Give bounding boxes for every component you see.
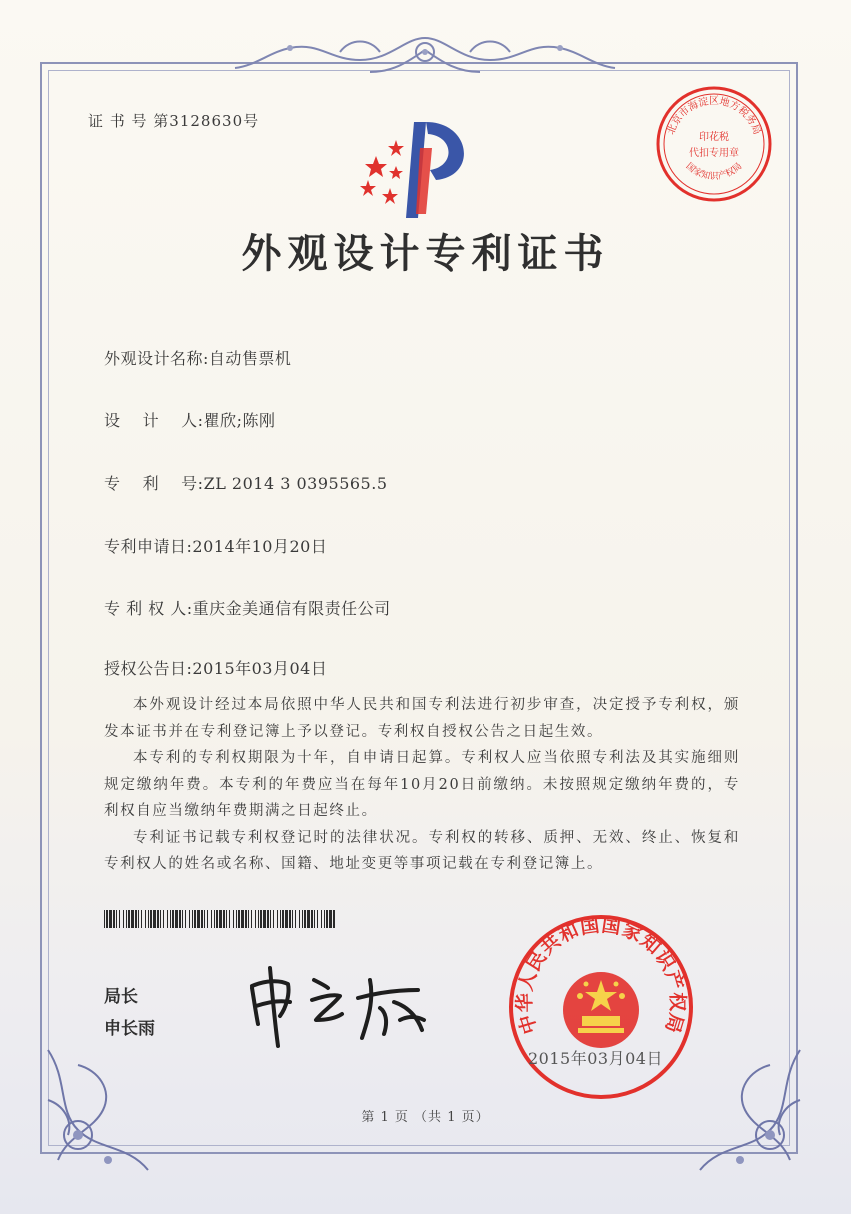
barcode-bar bbox=[145, 910, 146, 928]
barcode-bar bbox=[119, 910, 120, 928]
barcode-bar bbox=[282, 910, 284, 928]
barcode-bar bbox=[116, 910, 117, 928]
barcode-bar bbox=[141, 910, 142, 928]
barcode-bar bbox=[189, 910, 190, 928]
barcode-bar bbox=[326, 910, 328, 928]
barcode-bar bbox=[289, 910, 291, 928]
barcode-bar bbox=[214, 910, 215, 928]
barcode-bar bbox=[299, 910, 300, 928]
barcode-bar bbox=[277, 910, 278, 928]
tax-seal-center-line2: 代扣专用章 bbox=[689, 148, 739, 159]
barcode-bar bbox=[273, 910, 274, 928]
barcode-bar bbox=[128, 910, 130, 928]
patent-office-emblem-icon bbox=[356, 118, 486, 222]
barcode-bar bbox=[248, 910, 249, 928]
barcode-bar bbox=[223, 910, 225, 928]
barcode-bar bbox=[179, 910, 181, 928]
certificate-body bbox=[104, 692, 740, 878]
barcode-bar bbox=[113, 910, 115, 928]
barcode-bar bbox=[138, 910, 139, 928]
barcode-bar bbox=[292, 910, 293, 928]
barcode-bar bbox=[197, 910, 200, 928]
handwritten-signature-icon bbox=[240, 950, 440, 1050]
tax-seal-bottom-text: 国家知识产权局 bbox=[683, 161, 745, 183]
barcode-bar bbox=[241, 910, 244, 928]
barcode-bar bbox=[167, 910, 168, 928]
barcode-bar bbox=[263, 910, 266, 928]
director-name: 申长雨 bbox=[104, 1019, 155, 1039]
field-label: 专 利 号: bbox=[104, 474, 204, 493]
tax-seal-center-line1: 印花税 bbox=[699, 132, 729, 143]
certificate-title: 外观设计专利证书 bbox=[241, 231, 610, 277]
barcode-bar bbox=[170, 910, 171, 928]
barcode-bar bbox=[172, 910, 174, 928]
barcode-bar bbox=[182, 910, 183, 928]
barcode-bar bbox=[229, 910, 230, 928]
page-footer: 第 1 页 （共 1 页） bbox=[361, 1110, 490, 1125]
barcode-bar bbox=[260, 910, 262, 928]
field-application-date bbox=[104, 534, 327, 557]
barcode-bar bbox=[317, 910, 318, 928]
top-ornament-icon bbox=[230, 30, 620, 80]
barcode-bar bbox=[153, 910, 156, 928]
barcode-bar bbox=[204, 910, 205, 928]
barcode-bar bbox=[245, 910, 247, 928]
barcode-bar bbox=[295, 910, 296, 928]
barcode-bar bbox=[270, 910, 271, 928]
director-title: 局长 bbox=[104, 987, 138, 1007]
barcode-bar bbox=[321, 910, 322, 928]
barcode-bar bbox=[148, 910, 149, 928]
barcode-bar bbox=[233, 910, 234, 928]
field-value: 瞿欣;陈刚 bbox=[203, 411, 276, 430]
barcode-bar bbox=[194, 910, 196, 928]
barcode-bar bbox=[131, 910, 134, 928]
barcode-bar bbox=[311, 910, 313, 928]
certificate-number: 证 书 号 第3128630号 bbox=[88, 112, 260, 130]
barcode-bar bbox=[251, 910, 252, 928]
barcode-bar bbox=[150, 910, 152, 928]
barcode-bar bbox=[123, 910, 124, 928]
field-value: ZL 2014 3 0395565.5 bbox=[203, 474, 388, 493]
office-seal-ring-text: 中华人民共和国国家知识产权局 bbox=[513, 914, 689, 1037]
field-design-name bbox=[104, 346, 291, 369]
barcode-bar bbox=[160, 910, 161, 928]
barcode-bar bbox=[126, 910, 127, 928]
body-paragraph: 本专利的专利权期限为十年，自申请日起算。专利权人应当依照专利法及其实施细则规定缴纳年费。本专利的年费应当在每年10月20日前缴纳。未按照规定缴纳年费的，专利权自应当缴纳年费期满之日起终止。 bbox=[104, 750, 740, 819]
field-designer bbox=[104, 408, 275, 431]
barcode-bar bbox=[333, 910, 335, 928]
body-paragraph: 专利证书记载专利权登记时的法律状况。专利权的转移、质押、无效、终止、恢复和专利权人的姓名或名称、国籍、地址变更等事项记载在专利登记簿上。 bbox=[104, 829, 740, 872]
barcode-bar bbox=[106, 910, 108, 928]
field-value: 重庆金美通信有限责任公司 bbox=[192, 599, 391, 618]
field-value: 自动售票机 bbox=[208, 349, 292, 368]
field-label: 专利申请日: bbox=[104, 537, 193, 556]
barcode-bar bbox=[192, 910, 193, 928]
barcode-bar bbox=[285, 910, 288, 928]
field-value: 2014年10月20日 bbox=[192, 537, 328, 556]
field-label: 设 计 人: bbox=[104, 411, 204, 430]
barcode-bar bbox=[226, 910, 227, 928]
office-seal-icon bbox=[506, 912, 696, 1102]
barcode-bar bbox=[163, 910, 164, 928]
barcode-bar bbox=[109, 910, 112, 928]
barcode-bar bbox=[307, 910, 310, 928]
seal-date: 2015年03月04日 bbox=[528, 1049, 663, 1068]
barcode-bar bbox=[267, 910, 269, 928]
field-label: 专 利 权 人: bbox=[104, 599, 193, 618]
field-patentee bbox=[104, 596, 391, 619]
field-grant-date bbox=[104, 656, 327, 679]
barcode-bar bbox=[104, 910, 105, 928]
barcode-bar bbox=[157, 910, 159, 928]
barcode-bar bbox=[238, 910, 240, 928]
field-value: 2015年03月04日 bbox=[192, 659, 328, 678]
barcode-bar bbox=[211, 910, 212, 928]
barcode-bar bbox=[175, 910, 178, 928]
barcode-bar bbox=[185, 910, 186, 928]
barcode-bar bbox=[207, 910, 208, 928]
barcode-bar bbox=[236, 910, 237, 928]
barcode-icon bbox=[104, 910, 336, 928]
barcode-bar bbox=[302, 910, 303, 928]
barcode-bar bbox=[219, 910, 222, 928]
barcode-bar bbox=[201, 910, 203, 928]
barcode-bar bbox=[135, 910, 137, 928]
barcode-bar bbox=[255, 910, 256, 928]
field-label: 外观设计名称: bbox=[104, 349, 209, 368]
barcode-bar bbox=[304, 910, 306, 928]
field-label: 授权公告日: bbox=[104, 659, 193, 678]
field-patent-number bbox=[104, 471, 388, 494]
svg-text:国家知识产权局 bbox=[684, 161, 745, 182]
barcode-bar bbox=[258, 910, 259, 928]
barcode-bar bbox=[216, 910, 218, 928]
barcode-bar bbox=[329, 910, 332, 928]
body-paragraph: 本外观设计经过本局依照中华人民共和国专利法进行初步审查，决定授予专利权，颁发本证书并在专利登记簿上予以登记。专利权自授权公告之日起生效。 bbox=[104, 697, 740, 740]
barcode-bar bbox=[324, 910, 325, 928]
barcode-bar bbox=[314, 910, 315, 928]
barcode-bar bbox=[280, 910, 281, 928]
tax-seal-icon bbox=[654, 84, 774, 204]
tax-seal-ring-text: 北京市海淀区地方税务局 bbox=[665, 96, 763, 137]
